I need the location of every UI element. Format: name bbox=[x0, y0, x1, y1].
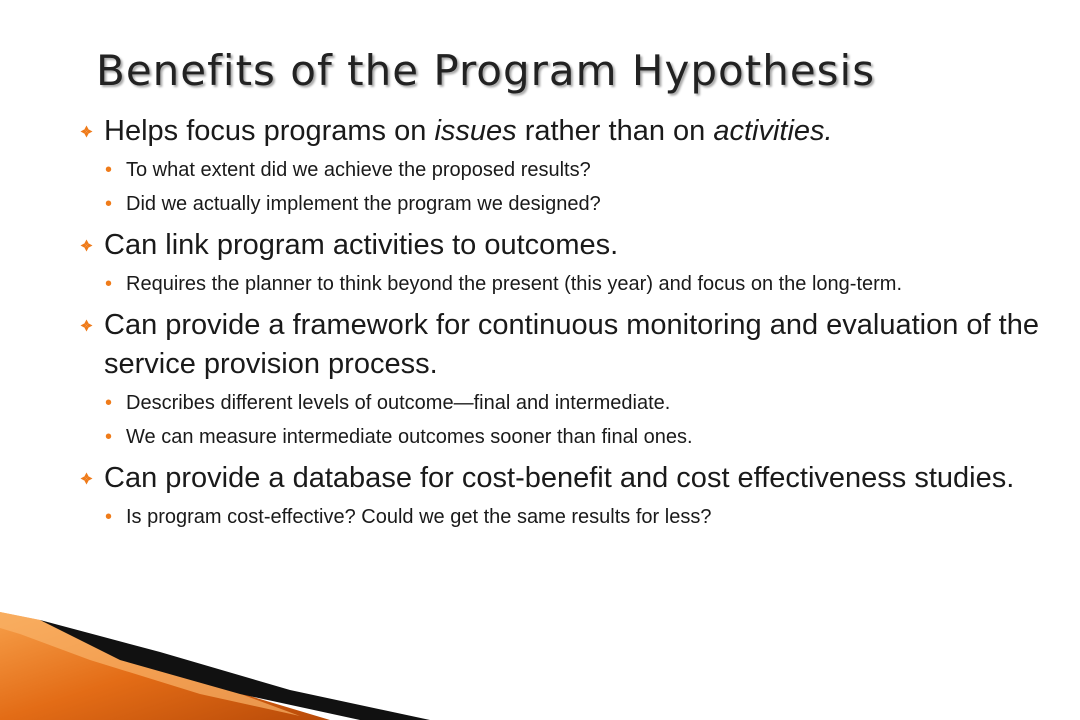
diamond-bullet-icon bbox=[80, 319, 93, 332]
sub-bullet-item bbox=[102, 192, 1060, 217]
sub-bullet-text: We can measure intermediate outcomes sooner than final ones. bbox=[126, 426, 693, 448]
bullet-text: issues bbox=[434, 115, 517, 147]
dot-bullet-icon: • bbox=[105, 273, 113, 295]
dot-bullet-icon: • bbox=[105, 392, 113, 414]
bullet-text: Can provide a database for cost-benefit and cost effectiveness studies. bbox=[104, 462, 1015, 494]
dot-bullet-icon: • bbox=[105, 159, 113, 181]
sub-bullet-item bbox=[102, 272, 1060, 297]
bullet-text: Helps focus programs on bbox=[104, 115, 435, 147]
sub-bullet-item bbox=[102, 505, 1060, 530]
bullet-text: Can provide a framework for continuous monitoring and evaluation of the service provision process. bbox=[104, 309, 1039, 380]
bullet-item bbox=[80, 112, 1060, 151]
sub-bullet-text: Describes different levels of outcome—final and intermediate. bbox=[126, 392, 671, 414]
sub-bullet-text: To what extent did we achieve the proposed results? bbox=[126, 159, 591, 181]
sub-bullet-item bbox=[102, 158, 1060, 183]
bullet-text: activities. bbox=[713, 115, 833, 147]
orange-swoosh-highlight bbox=[0, 612, 300, 716]
sub-bullet-text: Requires the planner to think beyond the present (this year) and focus on the long-term. bbox=[126, 273, 903, 295]
bullet-item bbox=[80, 459, 1060, 498]
diamond-bullet-icon bbox=[80, 125, 93, 138]
bullet-list bbox=[80, 112, 1060, 539]
dot-bullet-icon: • bbox=[105, 426, 113, 448]
sub-bullet-text: Is program cost-effective? Could we get the same results for less? bbox=[126, 506, 712, 528]
orange-swoosh bbox=[0, 612, 330, 720]
diamond-bullet-icon bbox=[80, 472, 93, 485]
bullet-text: Can link program activities to outcomes. bbox=[104, 229, 619, 261]
sub-bullet-text: Did we actually implement the program we designed? bbox=[126, 193, 601, 215]
sub-bullet-item bbox=[102, 391, 1060, 416]
sub-bullet-item bbox=[102, 425, 1060, 450]
bullet-text: rather than on bbox=[516, 115, 714, 147]
dot-bullet-icon: • bbox=[105, 506, 113, 528]
bullet-item bbox=[80, 306, 1060, 384]
slide-title: Benefits of the Program Hypothesis bbox=[96, 46, 876, 95]
bullet-item bbox=[80, 226, 1060, 265]
dot-bullet-icon: • bbox=[105, 193, 113, 215]
black-swoosh bbox=[40, 620, 430, 720]
diamond-bullet-icon bbox=[80, 239, 93, 252]
